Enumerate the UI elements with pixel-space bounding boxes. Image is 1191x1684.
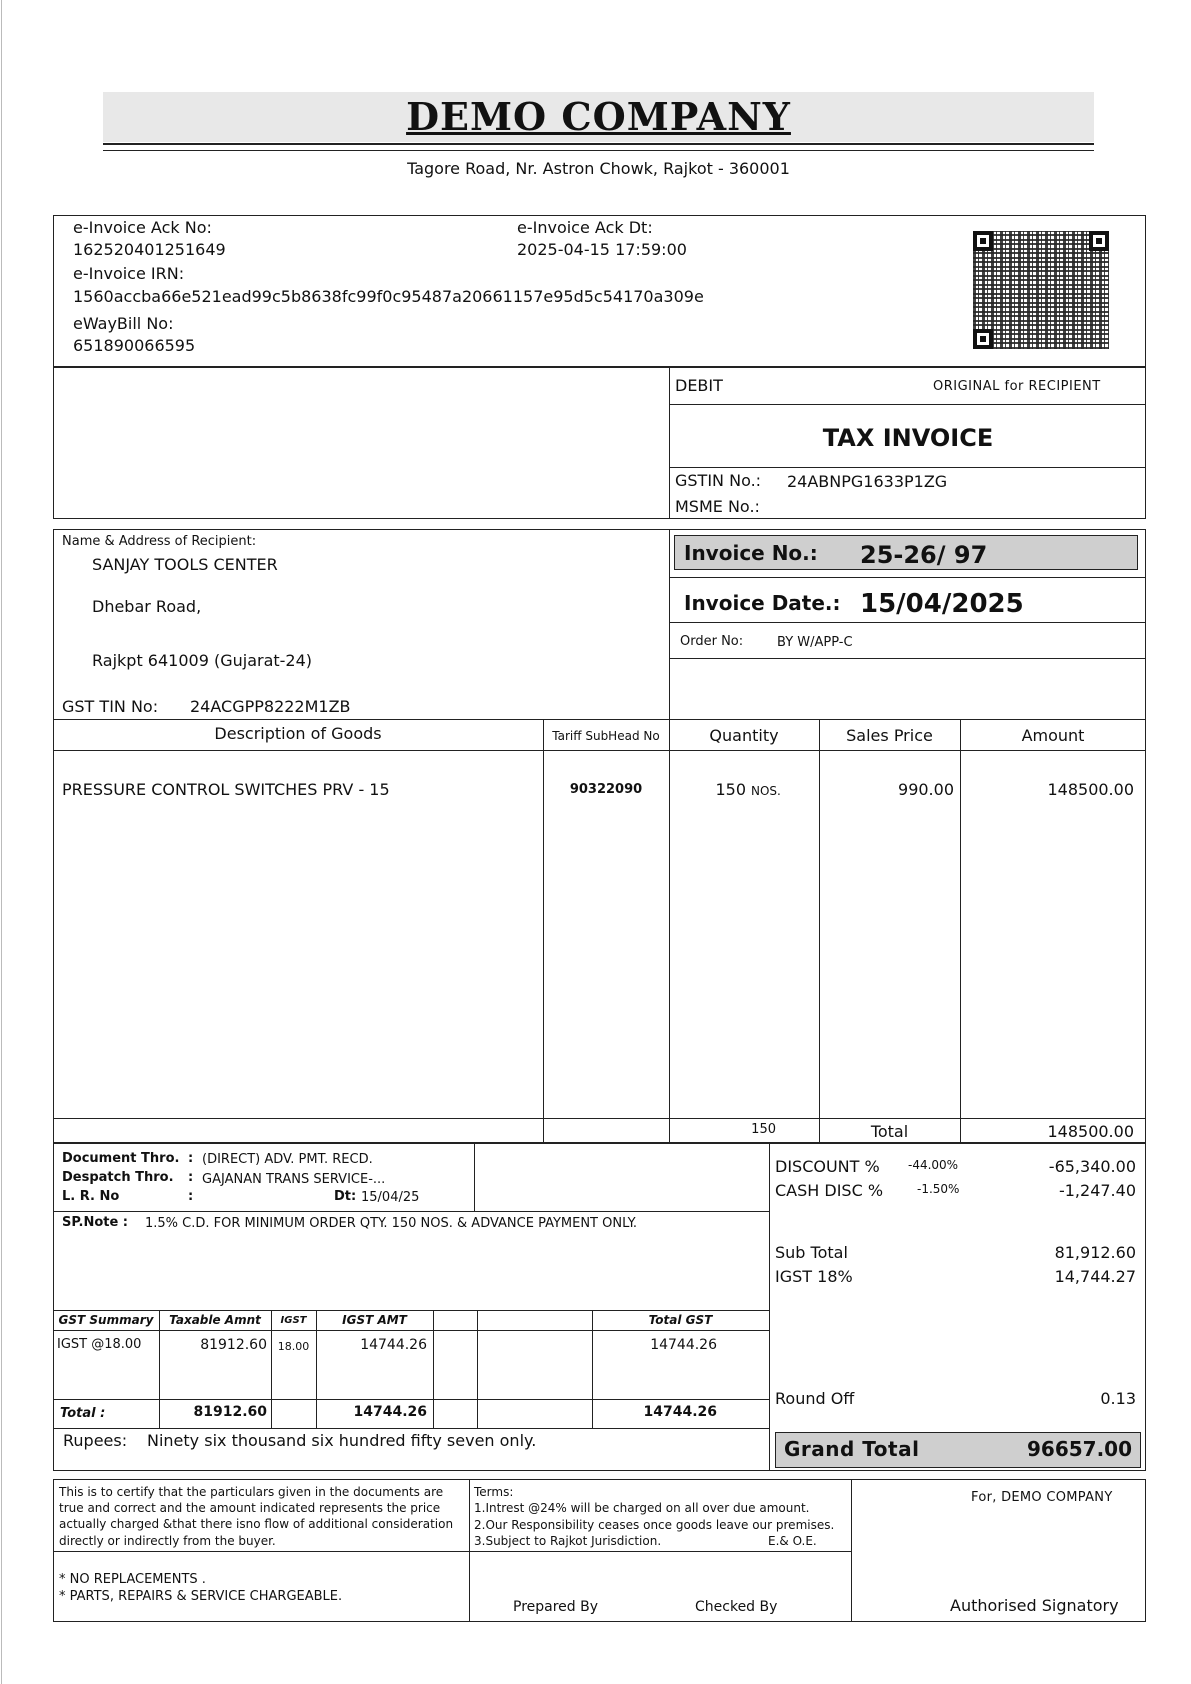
qr-finder-icon [973,231,993,251]
item-amount: 148500.00 [1047,780,1134,799]
ack-dt: 2025-04-15 17:59:00 [517,240,687,259]
subtotal-label: Sub Total [775,1243,848,1262]
total-label: Total [870,1122,909,1141]
cash-disc-label: CASH DISC % [775,1181,884,1200]
divider [53,1551,851,1552]
eway-no: 651890066595 [73,336,196,355]
irn-label: e-Invoice IRN: [73,264,185,283]
gst-head-taxable: Taxable Amnt [169,1313,261,1327]
item-price: 990.00 [898,780,954,799]
divider [53,1428,769,1429]
ack-dt-label: e-Invoice Ack Dt: [517,218,653,237]
sp-note-label: SP.Note : [62,1215,129,1230]
gst-total-taxable: 81912.60 [193,1404,267,1420]
gst-head-summary: GST Summary [58,1313,154,1327]
gst-row-igst: 18.00 [277,1340,310,1353]
qr-finder-icon [1089,231,1109,251]
divider [670,577,1146,578]
total-qty: 150 [751,1122,776,1137]
discount-pct: -44.00% [908,1158,959,1172]
rupees-label: Rupees: [63,1431,128,1450]
lr-dt: 15/04/25 [361,1190,420,1205]
ack-no: 162520401251649 [73,240,226,259]
sp-note: 1.5% C.D. FOR MINIMUM ORDER QTY. 150 NOS. & ADVANCE PAYMENT ONLY. [145,1216,638,1231]
recipient-gst-label: GST TIN No: [62,697,159,716]
cash-disc-pct: -1.50% [917,1182,960,1196]
rupees-words: Ninety six thousand six hundred fifty seven only. [147,1431,537,1450]
prepared-by: Prepared By [513,1599,599,1615]
term-line: 3.Subject to Rajkot Jurisdiction. [474,1534,662,1548]
authorised-signatory: Authorised Signatory [950,1596,1119,1615]
gst-row-taxable: 81912.60 [200,1337,267,1353]
discount-label: DISCOUNT % [775,1157,880,1176]
col-desc: Description of Goods [214,724,382,743]
company-name: DEMO COMPANY [406,94,791,139]
page-edge [1,0,2,1684]
gst-total-igst-amt: 14744.26 [353,1404,427,1420]
certify-line: This is to certify that the particulars given in the documents are [59,1485,444,1499]
gst-total-label: Total : [60,1406,106,1421]
despatch-label: Despatch Thro. [62,1170,174,1185]
invoice-no-label: Invoice No.: [684,541,818,565]
order-label: Order No: [680,634,744,649]
lr-colon: : [188,1189,194,1204]
divider [53,1310,769,1311]
recipient-addr1: Dhebar Road, [92,597,202,616]
certify-line: true and correct and the amount indicated represents the price [59,1501,441,1515]
certify-line: directly or indirectly from the buyer. [59,1534,276,1548]
total-amount: 148500.00 [1047,1122,1134,1141]
subtotal: 81,912.60 [1054,1243,1136,1262]
divider [670,622,1146,623]
gstin: 24ABNPG1633P1ZG [787,472,948,491]
note-line: * PARTS, REPAIRS & SERVICE CHARGEABLE. [59,1589,343,1604]
header-rule-2 [103,150,1094,151]
despatch: GAJANAN TRANS SERVICE-... [202,1172,386,1187]
gst-total-total: 14744.26 [643,1404,717,1420]
eoe: E.& O.E. [768,1534,817,1548]
cash-disc-amt: -1,247.40 [1058,1181,1136,1200]
desp-colon: : [188,1170,194,1185]
order-no: BY W/APP-C [777,635,853,650]
eway-label: eWayBill No: [73,314,174,333]
col-tariff: Tariff SubHead No [552,729,660,743]
gst-row-rate: IGST @18.00 [57,1337,142,1352]
copy-label: ORIGINAL for RECIPIENT [933,379,1101,394]
divider [53,1399,769,1400]
item-unit: NOS. [751,784,781,798]
term-line: 1.Intrest @24% will be charged on all over due amount. [474,1501,810,1515]
divider [53,1211,769,1212]
igst-amt: 14,744.27 [1054,1267,1136,1286]
col-amount: Amount [1021,726,1085,745]
tax-invoice-title: TAX INVOICE [822,424,994,452]
recipient-addr2: Rajkpt 641009 (Gujarat-24) [92,651,313,670]
grand-total: 96657.00 [1026,1437,1132,1461]
doc-thro-label: Document Thro. [62,1151,180,1166]
discount-amt: -65,340.00 [1048,1157,1136,1176]
msme-label: MSME No.: [675,497,760,516]
gst-head-igst: IGST [280,1315,307,1326]
certify-line: actually charged &that there isno flow of additional consideration [59,1517,454,1531]
doc-thro: (DIRECT) ADV. PMT. RECD. [202,1152,373,1167]
doc-colon: : [188,1151,194,1166]
divider [670,467,1146,468]
divider [851,1479,852,1622]
round-off-label: Round Off [775,1389,855,1408]
gstin-label: GSTIN No.: [675,471,762,490]
divider [670,658,1146,659]
divider [53,719,1146,720]
note-line: * NO REPLACEMENTS . [59,1572,206,1587]
divider [53,1118,1146,1119]
col-divider [271,1310,272,1428]
divider [53,750,1146,751]
divider [53,1330,769,1331]
igst-label: IGST 18% [775,1267,853,1286]
round-off: 0.13 [1100,1389,1136,1408]
col-qty: Quantity [709,726,779,745]
gst-head-igst-amt: IGST AMT [342,1313,407,1327]
divider [669,529,670,719]
recipient-gst: 24ACGPP8222M1ZB [190,697,351,716]
col-divider [477,1310,478,1428]
debit-label: DEBIT [675,376,723,395]
divider [474,1143,475,1211]
col-divider [433,1310,434,1428]
company-address: Tagore Road, Nr. Astron Chowk, Rajkot - 360001 [407,159,790,178]
gst-row-igst-amt: 14744.26 [360,1337,427,1353]
gst-head-total: Total GST [648,1313,713,1327]
item-qty: 150 [715,780,746,799]
gst-row-total: 14744.26 [650,1337,717,1353]
col-price: Sales Price [846,726,933,745]
term-line: 2.Our Responsibility ceases once goods leave our premises. [474,1518,835,1532]
invoice-date-label: Invoice Date.: [684,591,841,615]
lr-label: L. R. No [62,1189,120,1204]
header-rule [103,143,1094,145]
item-desc: PRESSURE CONTROL SWITCHES PRV - 15 [62,780,390,799]
recipient-name: SANJAY TOOLS CENTER [92,555,278,574]
invoice-date: 15/04/2025 [860,589,1024,619]
qr-finder-icon [973,329,993,349]
item-tariff: 90322090 [569,782,643,797]
for-company: For, DEMO COMPANY [971,1490,1113,1505]
ack-no-label: e-Invoice Ack No: [73,218,212,237]
irn: 1560accba66e521ead99c5b8638fc99f0c95487a20661157e95d5c54170a309e [73,287,704,306]
lr-dt-label: Dt: [334,1189,357,1204]
divider [670,404,1146,405]
grand-total-label: Grand Total [784,1437,920,1461]
recipient-label: Name & Address of Recipient: [62,534,257,549]
checked-by: Checked By [695,1599,778,1615]
invoice-no: 25-26/ 97 [860,541,988,569]
terms-label: Terms: [474,1485,514,1499]
divider [769,1143,770,1471]
